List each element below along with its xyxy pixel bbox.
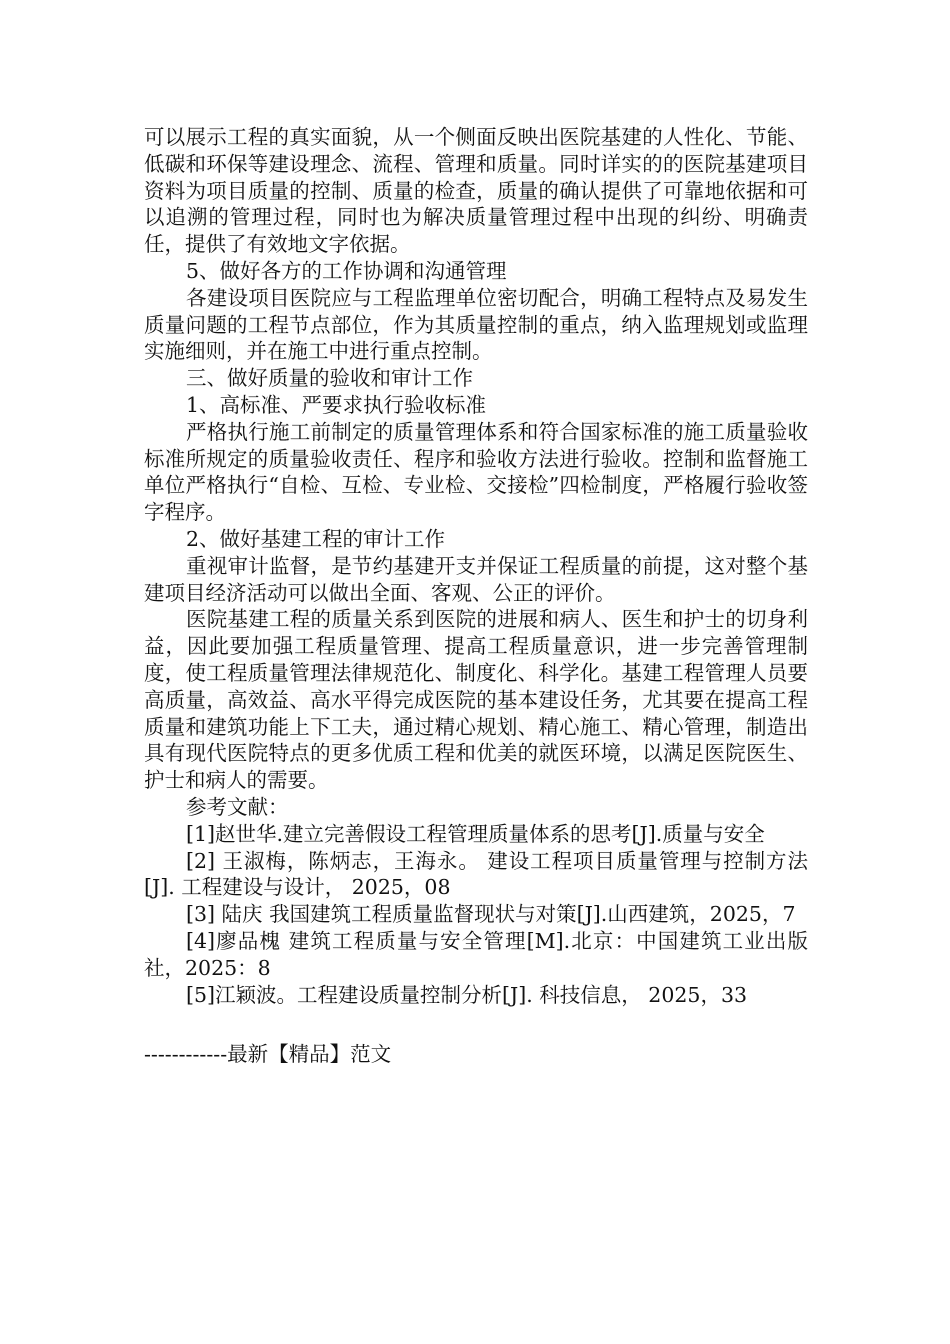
paragraph-supervision: 各建设项目医院应与工程监理单位密切配合，明确工程特点及易发生质量问题的工程节点部位，作为其质量控制的重点，纳入监理规划或监理实施细则，并在施工中进行重点控制。: [144, 285, 808, 364]
paragraph-acceptance: 严格执行施工前制定的质量管理体系和符合国家标准的施工质量验收标准所规定的质量验收责任、程序和验收方法进行验收。控制和监督施工单位严格执行“自检、互检、专业检、交接检”四检制度，严格履行验收签字程序。: [144, 419, 808, 525]
reference-item: [5]江颖波。工程建设质量控制分析[J]. 科技信息， 2025，33: [186, 982, 748, 1007]
heading-acceptance-audit: 三、做好质量的验收和审计工作: [186, 366, 473, 391]
reference-item: [2] 王淑梅，陈炳志，王海永。 建设工程项目质量管理与控制方法[J]. 工程建设与设计， 2025，08: [144, 848, 808, 900]
footer-tagline: ------------最新【精品】范文: [144, 1042, 392, 1066]
document-body: [144, 124, 808, 1008]
reference-item: [1]赵世华.建立完善假设工程管理质量体系的思考[J].质量与安全: [186, 821, 765, 846]
reference-item: [4]廖品槐 建筑工程质量与安全管理[M].北京：中国建筑工业出版社，2025：8: [144, 928, 808, 980]
paragraph-project-records: 可以展示工程的真实面貌，从一个侧面反映出医院基建的人性化、节能、低碳和环保等建设理念、流程、管理和质量。同时详实的的医院基建项目资料为项目质量的控制、质量的检查，质量的确认提供了可靠地依据和可以追溯的管理过程，同时也为解决质量管理过程中出现的纠纷、明确责任，提供了有效地文字依据。: [144, 125, 808, 257]
reference-item: [3] 陆庆 我国建筑工程质量监督现状与对策[J].山西建筑，2025，7: [186, 902, 796, 927]
heading-coordination: 5、做好各方的工作协调和沟通管理: [186, 258, 507, 283]
references-heading: 参考文献：: [186, 794, 289, 819]
heading-acceptance-standards: 1、高标准、严要求执行验收标准: [186, 392, 487, 417]
paragraph-audit: 重视审计监督，是节约基建开支并保证工程质量的前提，这对整个基建项目经济活动可以做出全面、客观、公正的评价。: [144, 553, 808, 605]
heading-audit: 2、做好基建工程的审计工作: [186, 526, 446, 551]
paragraph-conclusion: 医院基建工程的质量关系到医院的进展和病人、医生和护士的切身利益，因此要加强工程质量管理、提高工程质量意识，进一步完善管理制度，使工程质量管理法律规范化、制度化、科学化。基建工程管理人员要高质量，高效益、高水平得完成医院的基本建设任务，尤其要在提高工程质量和建筑功能上下工夫，通过精心规划、精心施工、精心管理，制造出具有现代医院特点的更多优质工程和优美的就医环境，以满足医院医生、护士和病人的需要。: [144, 607, 808, 793]
